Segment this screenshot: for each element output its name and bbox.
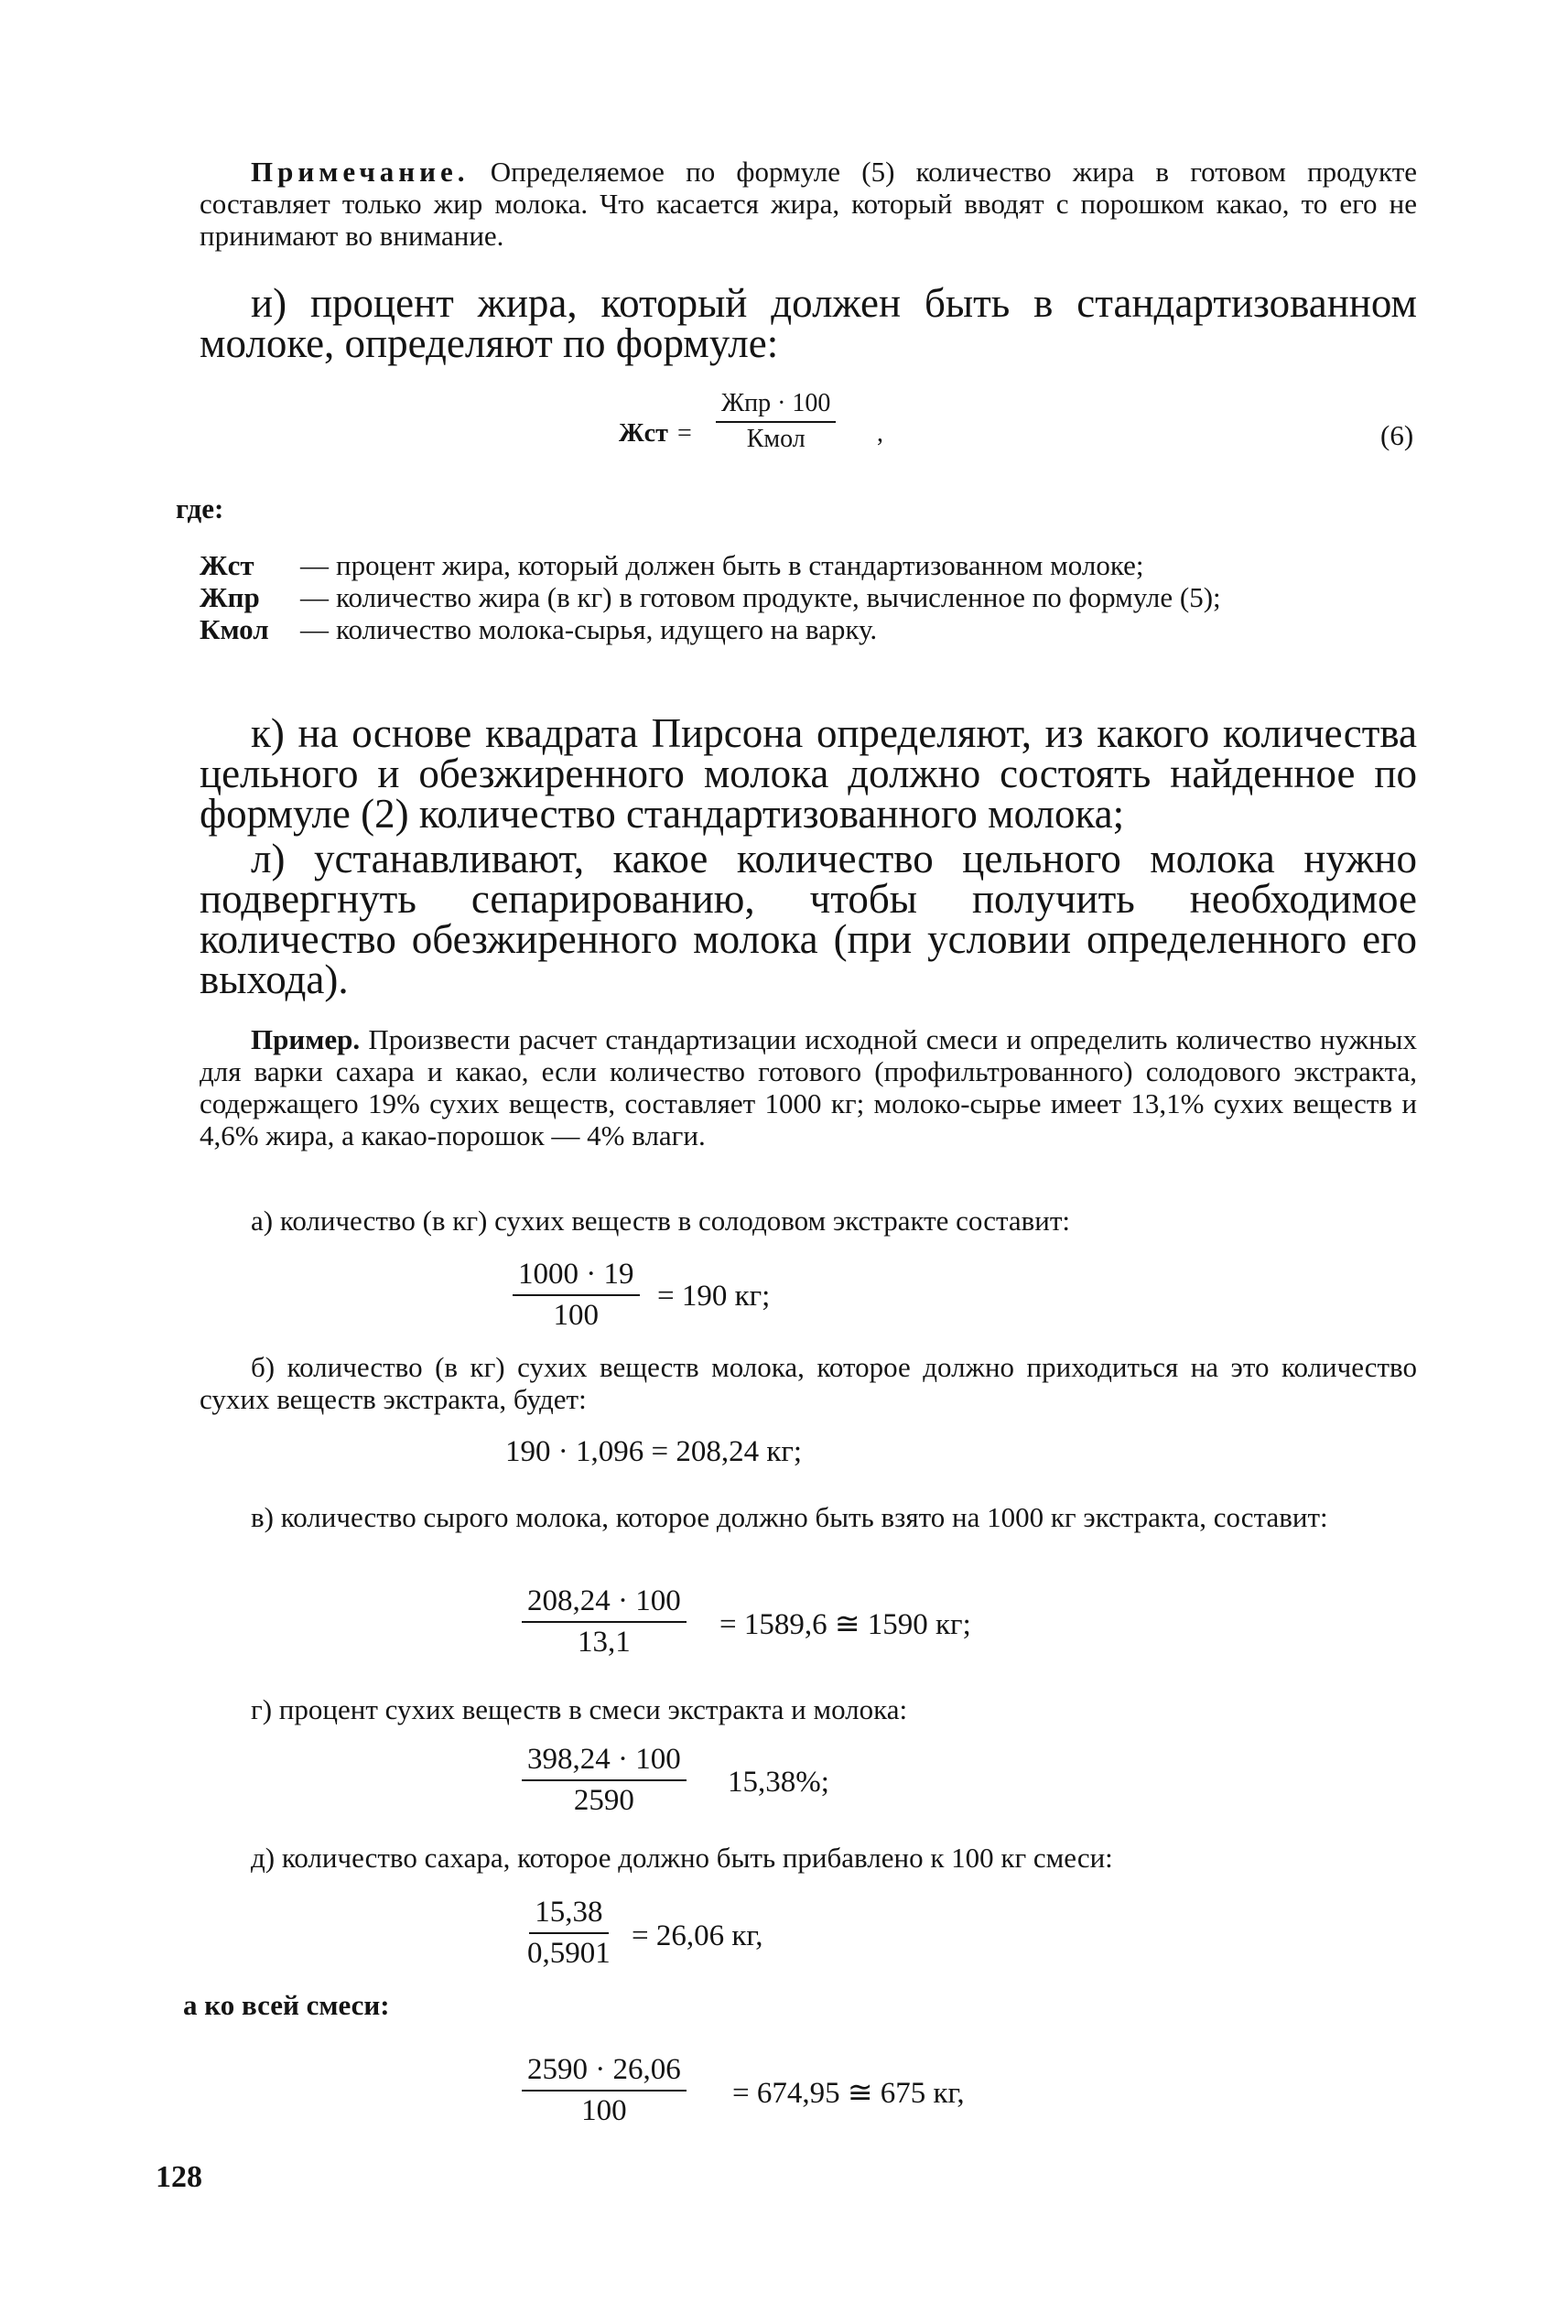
note-paragraph bbox=[200, 156, 1417, 252]
calc-all-text: а ко всей смеси: bbox=[183, 1989, 390, 2021]
glossary-desc: процент жира, который должен быть в стандартизованном молоке; bbox=[336, 549, 1144, 581]
glossary-desc: количество молока-сырья, идущего на варку. bbox=[336, 613, 878, 645]
formula-6-numerator: Жпр · 100 bbox=[716, 389, 836, 423]
glossary-item-kmol bbox=[200, 613, 1417, 645]
calc-all-fraction bbox=[522, 2052, 687, 2128]
glossary-term: Кмол bbox=[200, 613, 269, 645]
calc-d-fraction bbox=[522, 1895, 616, 1971]
calc-all-denominator: 100 bbox=[581, 2094, 627, 2127]
calc-a-result: = 190 кг; bbox=[657, 1280, 771, 1313]
formula-6-fraction bbox=[716, 389, 836, 454]
calc-a-numerator: 1000 · 19 bbox=[513, 1257, 640, 1296]
calc-d-numerator: 15,38 bbox=[529, 1895, 608, 1934]
note-text: Определяемое по формуле (5) количество жира в готовом продукте составляет только жир молока. Что касается жира, который вводят с порошком какао, то его не принимают во внимание. bbox=[200, 156, 1418, 252]
calc-g-fraction bbox=[522, 1742, 687, 1818]
where-label: где: bbox=[176, 492, 224, 524]
glossary-desc: количество жира (в кг) в готовом продукте, вычисленное по формуле (5); bbox=[336, 581, 1221, 613]
calc-v-text: в) количество сырого молока, которое должно быть взято на 1000 кг экстракта, составит: bbox=[251, 1501, 1328, 1533]
calc-all-result: = 674,95 ≅ 675 кг, bbox=[732, 2077, 965, 2110]
example-label: Пример. bbox=[251, 1023, 361, 1055]
calc-v-fraction bbox=[522, 1584, 687, 1659]
page-number: 128 bbox=[156, 2160, 202, 2194]
step-k-paragraph: к) на основе квадрата Пирсона определяют, из какого количества цельного и обезжиренного молока должно состоять найденное по формуле (2) количество стандартизованного молока; bbox=[200, 710, 1417, 837]
glossary-dash: — bbox=[300, 549, 329, 581]
calc-g-denominator: 2590 bbox=[573, 1784, 634, 1817]
example-paragraph bbox=[200, 1023, 1417, 1151]
glossary-dash: — bbox=[300, 613, 329, 645]
glossary-list bbox=[200, 549, 1417, 645]
glossary-dash: — bbox=[300, 581, 329, 613]
note-label: Примечание. bbox=[251, 156, 470, 188]
calc-v-denominator: 13,1 bbox=[578, 1626, 631, 1659]
step-i-paragraph: и) процент жира, который должен быть в стандартизованном молоке, определяют по формуле: bbox=[200, 280, 1417, 366]
calc-v-result: = 1589,6 ≅ 1590 кг; bbox=[719, 1608, 971, 1641]
calc-b-text: б) количество (в кг) сухих веществ молока, которое должно приходиться на это количество сухих веществ экстракта, будет: bbox=[200, 1351, 1417, 1415]
formula-6-lhs: Жст bbox=[619, 419, 668, 448]
calc-v-numerator: 208,24 · 100 bbox=[522, 1584, 687, 1623]
calc-g-result: 15,38%; bbox=[728, 1766, 829, 1799]
calc-b-expression: 190 · 1,096 = 208,24 кг; bbox=[505, 1435, 803, 1468]
calc-d-text: д) количество сахара, которое должно быть прибавлено к 100 кг смеси: bbox=[251, 1842, 1113, 1874]
calc-g-text: г) процент сухих веществ в смеси экстракта и молока: bbox=[251, 1693, 908, 1725]
glossary-item-zhst bbox=[200, 549, 1417, 581]
formula-6-denominator: Кмол bbox=[746, 425, 806, 453]
formula-6-label: (6) bbox=[1380, 419, 1414, 451]
calc-a-denominator: 100 bbox=[553, 1299, 599, 1332]
glossary-term: Жпр bbox=[200, 581, 260, 613]
calc-d-denominator: 0,5901 bbox=[527, 1937, 611, 1970]
calc-a-fraction bbox=[513, 1257, 640, 1333]
formula-6-eq: = bbox=[677, 419, 692, 448]
glossary-item-zhpr bbox=[200, 581, 1417, 613]
calc-all-numerator: 2590 · 26,06 bbox=[522, 2052, 687, 2092]
formula-6-comma: , bbox=[877, 419, 883, 448]
step-l-paragraph: л) устанавливают, какое количество цельного молока нужно подвергнуть сепарированию, чтобы получить необходимое количество обезжиренного молока (при условии определенного его выхода). bbox=[200, 836, 1417, 1002]
glossary-term: Жст bbox=[200, 549, 254, 581]
calc-d-result: = 26,06 кг, bbox=[632, 1919, 763, 1952]
calc-a-text: а) количество (в кг) сухих веществ в солодовом экстракте составит: bbox=[251, 1205, 1071, 1237]
example-text: Произвести расчет стандартизации исходной смеси и определить количество нужных для варки сахара и какао, если количество готового (профильтрованного) солодового экстракта, содержащего 19% сухих веществ, составляет 1000 кг; молоко-сырье имеет 13,1% сухих веществ и 4,6% жира, а какао-порошок — 4% влаги. bbox=[200, 1023, 1417, 1151]
calc-g-numerator: 398,24 · 100 bbox=[522, 1742, 687, 1781]
